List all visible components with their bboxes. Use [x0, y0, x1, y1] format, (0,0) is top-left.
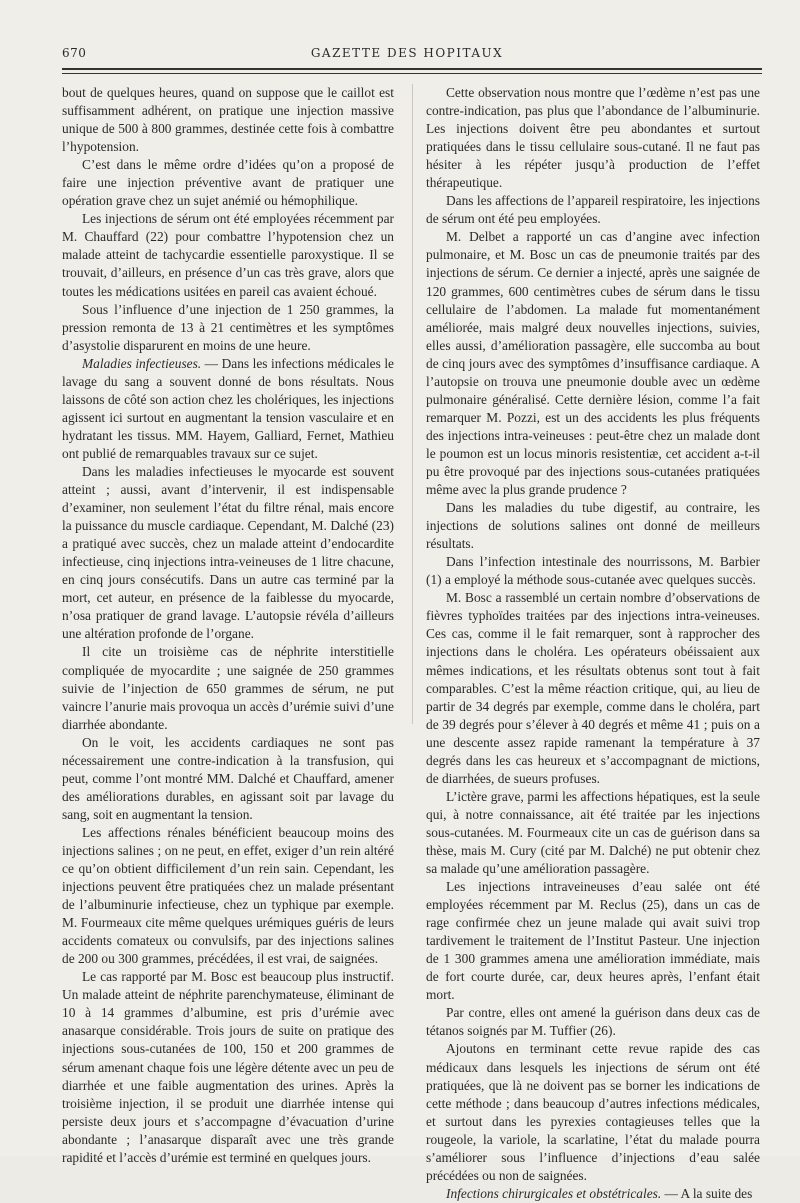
section-text: — A la suite des	[661, 1185, 753, 1201]
paragraph: C’est dans le même ordre d’idées qu’on a proposé de faire une injection préventive avant de pratiquer une opération grave chez un sujet anémié ou hémophilique.	[62, 157, 394, 209]
section-paragraph	[426, 1185, 760, 1203]
section-heading: Maladies infectieuses.	[82, 355, 202, 371]
paragraph: Dans les maladies infectieuses le myocarde est souvent atteint ; aussi, avant d’intervenir, il est indispensable d’examiner, non seulement l’état du filtre rénal, mais encore la puissance du muscle cardiaque. Cependant, M. Dalché (23) a pratiqué avec succès, chez un malade atteint d’endocardite infectieuse, cinq injections intra-veineuses de 1 litre chacune, en cinq jours consécutifs. Dans un autre cas terminé par la mort, cet auteur, en présence de la faiblesse du myocarde, n’osa pratiquer de grand lavage. L’autopsie révéla d’ailleurs une altération profonde de l’organe.	[62, 463, 394, 642]
paragraph: On le voit, les accidents cardiaques ne sont pas nécessairement une contre-indication à la transfusion, qui peut, comme l’ont montré MM. Dalché et Chauffard, amener des améliorations durables, en agissant soit par lavage du sang, soit en augmentant la tension.	[62, 734, 394, 822]
column-divider	[412, 84, 413, 724]
left-column	[62, 84, 394, 1167]
paragraph: Il cite un troisième cas de néphrite interstitielle compliquée de myocardite ; une saignée de 250 grammes suivie de l’injection de 650 grammes de sérum, ne put vaincre l’anurie mais provoqua un accès d’urémie suivi d’une diarrhée abondante.	[62, 644, 394, 732]
paragraph: Les injections intraveineuses d’eau salée ont été employées récemment par M. Reclus (25), dans un cas de rage confirmée chez un jeune malade qui avait suivi trop tardivement le traitement de l’Institut Pasteur. Une injection de 1 300 grammes amena une amélioration immédiate, mais de fort courte durée, car, deux heures après, l’enfant était mort.	[426, 879, 760, 1003]
paragraph: Dans les affections de l’appareil respiratoire, les injections de sérum ont été peu employées.	[426, 193, 760, 227]
paragraph: Dans l’infection intestinale des nourrissons, M. Barbier (1) a employé la méthode sous-cutanée avec quelques succès.	[426, 554, 760, 588]
paragraph: Cette observation nous montre que l’œdème n’est pas une contre-indication, pas plus que l’abondance de l’albuminurie. Les injections doivent être peu abondantes et surtout pratiquées dans le tissu cellulaire sous-cutané. Il ne faut pas hésiter à les répéter jusqu’à production de l’effet thérapeutique.	[426, 85, 760, 191]
paragraph: Par contre, elles ont amené la guérison dans deux cas de tétanos soignés par M. Tuffier (26).	[426, 1005, 760, 1039]
paragraph: Sous l’influence d’une injection de 1 250 grammes, la pression remonta de 13 à 21 centimètres et les symptômes d’asystolie disparurent en moins de une heure.	[62, 301, 394, 353]
right-column	[426, 84, 760, 1203]
paragraph: L’ictère grave, parmi les affections hépatiques, est la seule qui, à notre connaissance, ait été traitée par les injections sous-cutanées. M. Fourmeaux cite un cas de guérison dans sa thèse, mais M. Cury (cité par M. Dalché) ne put obtenir chez sa malade qu’une amélioration passagère.	[426, 788, 760, 877]
paragraph: M. Delbet a rapporté un cas d’angine avec infection pulmonaire, et M. Bosc un cas de pneumonie traités par des injections de sérum. Ce dernier a injecté, après une saignée de 120 grammes, 600 centimètres cubes de sérum dans le tissu cellulaire de l’abdomen. La malade fut momentanément améliorée, mais malgré deux nouvelles injections, suivies, elles aussi, d’amélioration passagère, elle succomba au bout de cinq jours avec des symptômes d’insuffisance cardiaque. A l’autopsie on trouva une pneumonie double avec un œdème pulmonaire généralisé. Cette dernière lésion, comme l’a fait remarquer M. Pozzi, est un des accidents les plus fréquents des injections intra-veineuses : peut-être chez un malade dont le poumon est un locus minoris resistentiæ, cet accident a-t-il pu être provoqué par des injections sous-cutanées pratiquées même avec la plus grande prudence ?	[426, 229, 760, 498]
journal-title: GAZETTE DES HOPITAUX	[310, 46, 504, 60]
paragraph: Les injections de sérum ont été employées récemment par M. Chauffard (22) pour combattre l’hypotension chez un malade atteint de tachycardie essentielle paroxystique. Il se trouvait, d’ailleurs, en présence d’un cas très grave, alors que toutes les médications usitées en pareil cas avaient échoué.	[62, 211, 394, 299]
page-number: 670	[62, 46, 87, 60]
header-rule-thick	[62, 68, 762, 70]
paragraph: bout de quelques heures, quand on suppose que le caillot est suffisamment adhérent, on pratique une injection massive unique de 500 à 800 grammes, destinée cette fois à combattre l’hypotension.	[62, 85, 394, 155]
section-heading: Infections chirurgicales et obstétricales.	[446, 1185, 662, 1201]
section-text: — Dans les infections médicales le lavage du sang a souvent donné de bons résultats. Nous laissons de côté son action chez les cholériques, les injections agissent ici surtout en augmentant la tension vasculaire et en hydratant les tissus. MM. Hayem, Galliard, Fernet, Mathieu ont publié de remarquables travaux sur ce sujet.	[62, 355, 394, 461]
paragraph: Dans les maladies du tube digestif, au contraire, les injections de solutions salines ont donné de meilleurs résultats.	[426, 500, 760, 552]
page-header	[62, 44, 752, 64]
paragraph: Les affections rénales bénéficient beaucoup moins des injections salines ; on ne peut, en effet, exiger d’un rein altéré ce qu’on obtient difficilement d’un rein sain. Cependant, les injections peuvent être pratiquées chez un malade présentant de l’albuminurie infectieuse, chez un typhique par exemple. M. Fourmeaux cite même quelques urémiques guéris de leurs accidents comateux ou convulsifs, par des injections salines de 200 ou 300 grammes, précédées, il est vrai, de saignées.	[62, 824, 394, 967]
paragraph: M. Bosc a rassemblé un certain nombre d’observations de fièvres typhoïdes traitées par des injections intra-veineuses. Ces cas, comme il le fait remarquer, sont à rapprocher des injections dans le choléra. Les opérateurs obéissaient aux mêmes indications, et les résultats obtenus sont tout à fait comparables. C’est la même réaction critique, qui, au lieu de partir de 34 degrés par exemple, comme dans le choléra, part de 39 degrés pour s’élever à 40 degrés et même 41 ; puis on a une descente assez rapide ramenant la température à 37 degrés dans les cas heureux et s’accompagnant de mictions, de diarrhées, de sueurs profuses.	[426, 590, 760, 786]
paragraph: Ajoutons en terminant cette revue rapide des cas médicaux dans lesquels les injections de sérum ont été pratiquées, que là ne doivent pas se borner les indications de cette méthode ; dans beaucoup d’autres infections médicales, et surtout dans les pyrexies contagieuses telles que la rougeole, la variole, la scarlatine, l’état du malade pourra s’améliorer sous l’influence d’injections d’eau salée précédées ou non de saignées.	[426, 1041, 760, 1183]
header-rule-thin	[62, 73, 762, 74]
paragraph: Le cas rapporté par M. Bosc est beaucoup plus instructif. Un malade atteint de néphrite parenchymateuse, éliminant de 10 à 14 grammes d’albumine, est pris d’urémie avec anasarque considérable. Trois jours de suite on pratique des injections sous-cutanées de 100, 150 et 200 grammes de sérum amenant chaque fois une légère détente avec un peu de diarrhée et une faible augmentation des urines. Après la troisième injection, il se produit une diarrhée intense qui persiste deux jours et s’accompagne d’évacuation d’urine abondante ; l’anasarque disparaît avec une très grande rapidité et l’accès d’urémie est terminé en quelques jours.	[62, 969, 394, 1165]
section-paragraph	[62, 355, 394, 463]
